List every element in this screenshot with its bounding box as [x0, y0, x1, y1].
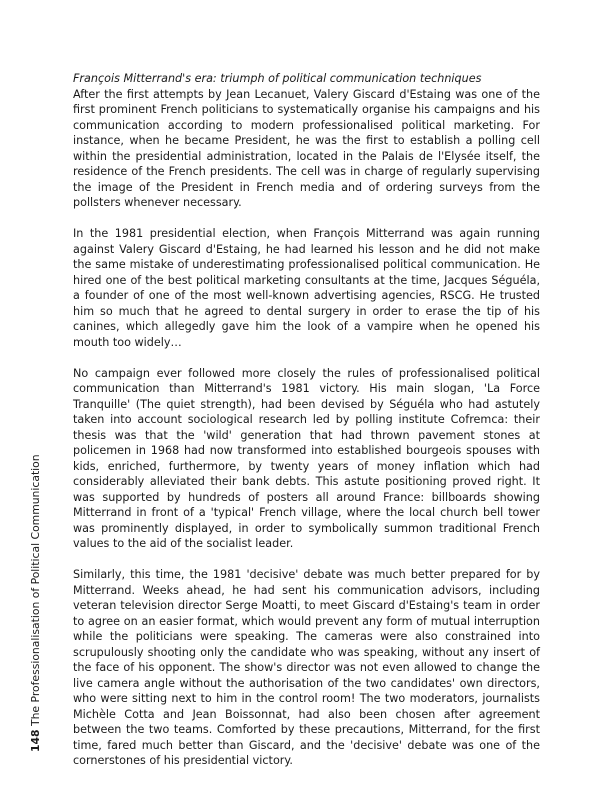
paragraph-3: No campaign ever followed more closely the rules of professionalised political communication than Mitterrand's 1981 victory. His main slogan, 'La Force Tranquille' (The quiet strength), had been devised by Séguéla who had astutely taken into account sociological research led by polling institute Cofremca: their thesis was that the 'wild' generation that had thrown pavement stones at policemen in 1968 had now transformed into established bourgeois spouses with kids, enriched, furthermore, by twenty years of money inflation which had considerably alleviated their bank debts. This astute positioning proved right. It was supported by hundreds of posters all around France: billboards showing Mitterrand in front of a 'typical' French village, where the local church bell tower was prominently displayed, in order to symbolically summon traditional French values to the aid of the socialist leader.: [73, 366, 540, 550]
main-text: [73, 71, 540, 784]
running-header: [29, 454, 43, 752]
paragraph-1: After the first attempts by Jean Lecanuet, Valery Giscard d'Estaing was one of the first prominent French politicians to systematically organise his campaigns and his communication according to modern professionalised political marketing. For instance, when he became President, he was the first to establish a polling cell within the presidential administration, located in the Palais de l'Elysée itself, the residence of the French presidents. The cell was in charge of regularly supervising the image of the President in French media and of ordering surveys from the pollsters whenever necessary.: [73, 87, 540, 209]
book-title: The Professionalisation of Political Communication: [29, 454, 42, 727]
section-heading: François Mitterrand's era: triumph of political communication techniques: [73, 72, 482, 85]
page-number: 148: [29, 729, 42, 752]
paragraph-2: In the 1981 presidential election, when François Mitterrand was again running against Valery Giscard d'Estaing, he had learned his lesson and he did not make the same mistake of underestimating professionalised political communication. He hired one of the best political marketing consultants at the time, Jacques Séguéla, a founder of one of the most well-known advertising agencies, RSCG. He trusted him so much that he agreed to dental surgery in order to erase the tip of his canines, which allegedly gave him the look of a vampire when he opened his mouth too widely…: [73, 227, 540, 349]
paragraph-4: Similarly, this time, the 1981 'decisive' debate was much better prepared for by Mitterrand. Weeks ahead, he had sent his communication advisors, including veteran television director Serge Moatti, to meet Giscard d'Estaing's team in order to agree on an easier format, which would prevent any form of mutual interruption while the politicians were speaking. The cameras were also constrained into scrupulously shooting only the candidate who was speaking, without any insert of the face of his opponent. The show's director was not even allowed to change the live camera angle without the authorisation of the two candidates' own directors, who were sitting next to him in the control room! The two moderators, journalists Michèle Cotta and Jean Boissonnat, had also been chosen after agreement between the two teams. Comforted by these precautions, Mitterrand, for the first time, fared much better than Giscard, and the 'decisive' debate was one of the cornerstones of his presidential victory.: [73, 568, 540, 767]
